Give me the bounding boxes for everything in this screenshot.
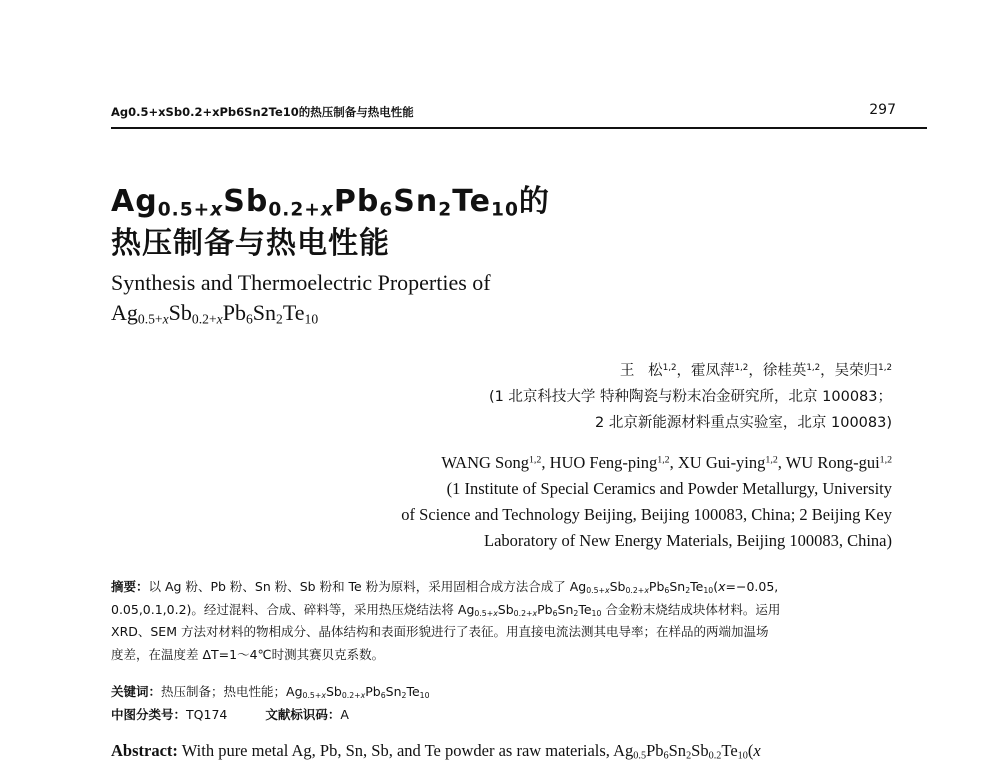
keywords [111, 682, 430, 702]
abstract-cn-label: 摘要： [111, 579, 149, 594]
abstract-cn-line3: XRD、SEM 方法对材料的物相成分、晶体结构和表面形貌进行了表征。用直接电流法测其电导率；在样品的两端加温场 [111, 624, 769, 639]
authors-english-block [272, 450, 892, 554]
affiliation-cn-1: (1 北京科技大学 特种陶瓷与粉末冶金研究所，北京 100083； [488, 389, 892, 405]
abstract-cn-line4: 度差，在温度差 ΔT=1～4℃时测其赛贝克系数。 [111, 646, 385, 662]
authors-chinese-block [272, 358, 892, 436]
running-head [111, 104, 896, 124]
header-rule [111, 127, 927, 129]
affiliation-en-3: Laboratory of New Energy Materials, Beijing 100083, China) [484, 531, 892, 550]
title-line1-suffix: 的 [518, 184, 550, 219]
page-number: 297 [869, 102, 896, 118]
keywords-label: 关键词： [111, 684, 162, 699]
abstract-en-text: With pure metal Ag, Pb, Sn, Sb, and Te powder as raw materials, $Ag_{0.5}Pb_6Sn_2Sb_{0.2}Te_{10}(x$ [181, 741, 761, 762]
authors-cn: 王 松$^{1,2}$，霍凤萍$^{1,2}$，徐桂英$^{1,2}$，吴荣归$^{1,2}$ [619, 363, 892, 379]
title-formula: $Ag_{0.5+x}Sb_{0.2+x}Pb_6Sn_2Te_{10}$ [111, 184, 519, 221]
doc-code-value: A [340, 707, 349, 722]
abstract-en-label: Abstract: [111, 741, 178, 760]
title-line2: 热压制备与热电性能 [111, 226, 390, 261]
title-english [111, 268, 491, 328]
authors-en: WANG Song$^{1,2}$, HUO Feng-ping$^{1,2}$, XU Gui-ying$^{1,2}$, WU Rong-gui$^{1,2}$ [441, 453, 892, 472]
running-head-title: Ag0.5+xSb0.2+xPb6Sn2Te10的热压制备与热电性能 [111, 105, 414, 119]
abstract-english [111, 740, 927, 762]
affiliation-en-1: (1 Institute of Special Ceramics and Powder Metallurgy, University [446, 479, 892, 498]
title-en-line2: $Ag_{0.5+x}Sb_{0.2+x}Pb_6Sn_2Te_{10}$ [111, 300, 319, 327]
title-chinese [111, 182, 550, 264]
abstract-cn-line2: 0.05,0.1,0.2)。经过混料、合成、碎料等，采用热压烧结法将 $Ag_{0.5+x}Sb_{0.2+x}Pb_6Sn_2Te_{10}$ 合金粉末烧结成块体材料。运用 [111, 601, 781, 618]
clc-value: TQ174 [186, 707, 228, 722]
keywords-text: 热压制备；热电性能；$Ag_{0.5+x}Sb_{0.2+x}Pb_6Sn_2Te_{10}$ [161, 684, 430, 700]
affiliation-cn-2: 2 北京新能源材料重点实验室，北京 100083) [595, 415, 892, 431]
abstract-chinese [111, 576, 927, 666]
title-en-line1: Synthesis and Thermoelectric Properties of [111, 270, 491, 295]
abstract-cn-line1: 摘要：以 Ag 粉、Pb 粉、Sn 粉、Sb 粉和 Te 粉为原料，采用固相合成方法合成了 $Ag_{0.5+x}Sb_{0.2+x}Pb_6Sn_2Te_{10}(x=-0.05$, [111, 579, 779, 595]
affiliation-en-2: of Science and Technology Beijing, Beijing 100083, China; 2 Beijing Key [401, 505, 892, 524]
doc-code-label: 文献标识码： [265, 707, 341, 722]
classification [111, 705, 349, 725]
clc-label: 中图分类号： [111, 707, 187, 722]
